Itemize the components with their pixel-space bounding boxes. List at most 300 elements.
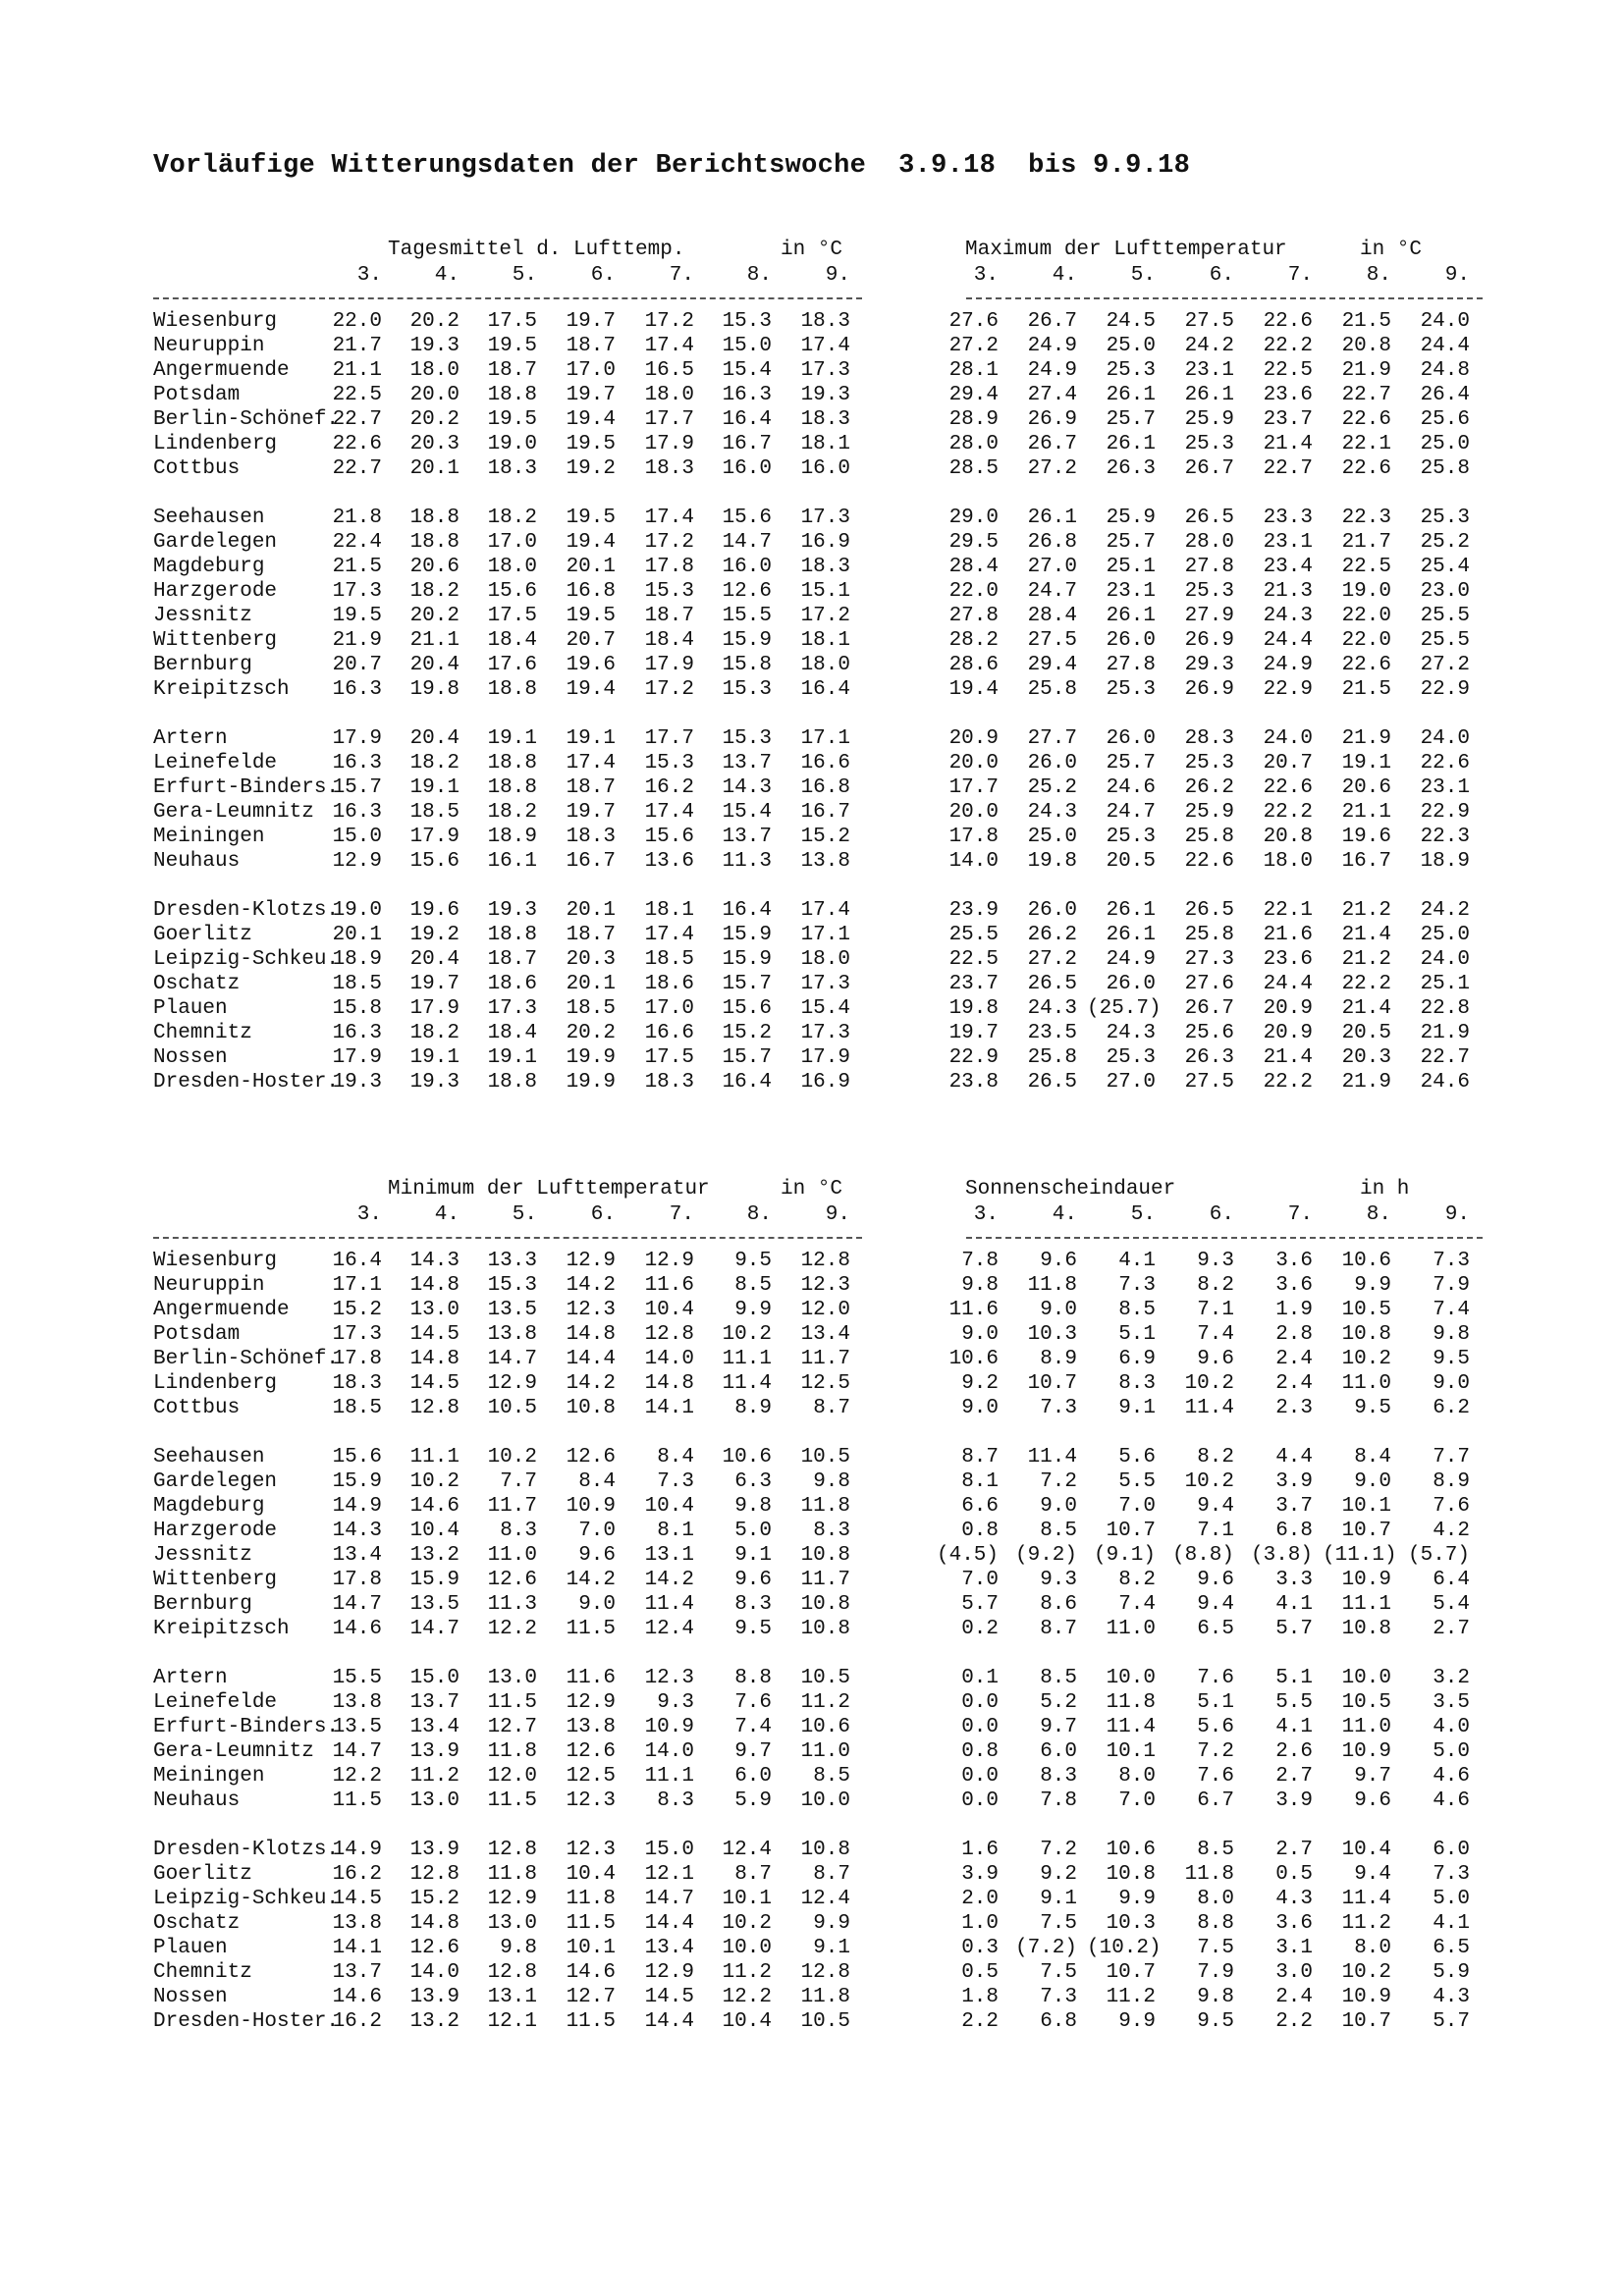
- bottom-left-value: 10.8: [800, 1839, 850, 1861]
- top-right-value: 24.0: [1420, 727, 1470, 750]
- top-right-value: 26.5: [1184, 899, 1234, 922]
- top-left-value: 17.4: [800, 335, 850, 357]
- top-right-value: 24.9: [1106, 948, 1156, 971]
- bottom-left-value: 10.5: [487, 1397, 537, 1419]
- top-right-value: 22.9: [1420, 678, 1470, 701]
- bottom-right-value: 10.7: [1027, 1372, 1077, 1395]
- bottom-left-value: 13.9: [409, 1740, 460, 1763]
- bottom-right-value: 5.1: [1197, 1691, 1234, 1714]
- top-left-value: 20.1: [566, 899, 616, 922]
- top-left-value: 15.3: [644, 752, 694, 774]
- bottom-right-value: 5.7: [1433, 2010, 1470, 2033]
- top-left-value: 18.8: [487, 776, 537, 799]
- top-right-value: 26.1: [1106, 384, 1156, 406]
- top-left-value: 19.4: [566, 531, 616, 554]
- top-left-value: 18.4: [487, 629, 537, 652]
- top-left-value: 17.5: [644, 1046, 694, 1069]
- bottom-right-value: 5.0: [1433, 1888, 1470, 1910]
- bottom-right-value: 8.2: [1197, 1274, 1234, 1297]
- bottom-left-value: 12.5: [800, 1372, 850, 1395]
- bottom-right-value: 8.5: [1040, 1667, 1077, 1689]
- station-name: Leinefelde: [153, 1691, 278, 1714]
- station-name: Bernburg: [153, 1593, 252, 1616]
- bottom-left-value: 14.8: [409, 1912, 460, 1935]
- top-left-value: 21.1: [409, 629, 460, 652]
- top-left-value: 20.3: [409, 433, 460, 455]
- top-right-value: 22.6: [1263, 776, 1313, 799]
- bottom-right-value: 10.7: [1106, 1961, 1156, 1984]
- bottom-left-value: 11.2: [409, 1765, 460, 1788]
- top-left-value: 18.7: [566, 776, 616, 799]
- top-right-value: 21.5: [1341, 310, 1391, 333]
- bottom-left-value: 12.1: [644, 1863, 694, 1886]
- bottom-left-value: 9.7: [734, 1740, 772, 1763]
- bottom-left-value: 8.8: [734, 1667, 772, 1689]
- top-left-value: 13.6: [644, 850, 694, 873]
- bottom-left-value: 8.5: [813, 1765, 850, 1788]
- top-left-value: 15.2: [800, 826, 850, 848]
- top-left-value: 15.6: [644, 826, 694, 848]
- bottom-left-value: 8.9: [734, 1397, 772, 1419]
- bottom-right-value: 4.1: [1275, 1593, 1313, 1616]
- bottom-left-value: 10.4: [566, 1863, 616, 1886]
- bottom-right-value: 6.8: [1040, 2010, 1077, 2033]
- bottom-right-value: 2.4: [1275, 1348, 1313, 1370]
- top-left-value: 18.3: [487, 457, 537, 480]
- bottom-left-value: 9.5: [734, 1618, 772, 1640]
- top-left-value: 18.8: [487, 752, 537, 774]
- bottom-left-value: 14.2: [644, 1569, 694, 1591]
- section-title-sunshine: Sonnenscheindauer: [965, 1178, 1176, 1201]
- top-left-value: 17.2: [800, 605, 850, 627]
- top-right-value: 20.6: [1341, 776, 1391, 799]
- top-left-value: 19.1: [487, 727, 537, 750]
- top-right-value: 22.7: [1341, 384, 1391, 406]
- station-name: Wiesenburg: [153, 1250, 278, 1272]
- top-left-value: 18.6: [487, 973, 537, 995]
- top-left-value: 16.4: [800, 678, 850, 701]
- bottom-right-value: 7.3: [1040, 1986, 1077, 2008]
- bottom-left-value: 13.0: [409, 1789, 460, 1812]
- bottom-left-value: 10.2: [722, 1323, 772, 1346]
- top-right-value: 21.4: [1341, 997, 1391, 1020]
- top-right-value: 29.4: [948, 384, 999, 406]
- station-name: Angermuende: [153, 359, 290, 382]
- station-name: Lindenberg: [153, 1372, 278, 1395]
- top-left-value: 18.7: [487, 359, 537, 382]
- top-right-value: 26.7: [1027, 310, 1077, 333]
- station-name: Neuruppin: [153, 1274, 265, 1297]
- top-left-value: 17.3: [487, 997, 537, 1020]
- top-right-value: 26.2: [1184, 776, 1234, 799]
- top-left-value: 21.8: [332, 507, 382, 529]
- station-name: Wiesenburg: [153, 310, 278, 333]
- top-left-value: 15.2: [722, 1022, 772, 1044]
- bottom-right-value: 7.0: [1118, 1495, 1156, 1518]
- top-right-value: 24.8: [1420, 359, 1470, 382]
- bottom-left-value: 11.1: [644, 1765, 694, 1788]
- bottom-left-value: 14.2: [566, 1372, 616, 1395]
- bottom-right-value: 4.1: [1118, 1250, 1156, 1272]
- bottom-left-value: 11.8: [487, 1740, 537, 1763]
- bottom-left-value: 9.1: [813, 1937, 850, 1959]
- bottom-right-value: 10.2: [1184, 1372, 1234, 1395]
- bottom-right-value: 5.1: [1275, 1667, 1313, 1689]
- station-name: Oschatz: [153, 973, 241, 995]
- bottom-right-value: 0.8: [961, 1520, 999, 1542]
- bottom-right-value: 11.6: [948, 1299, 999, 1321]
- top-left-value: 15.0: [332, 826, 382, 848]
- top-left-value: 19.7: [566, 310, 616, 333]
- station-name: Cottbus: [153, 457, 241, 480]
- top-right-value: 25.3: [1106, 678, 1156, 701]
- section-title-max-temp: Maximum der Lufttemperatur: [965, 239, 1287, 261]
- station-name: Kreipitzsch: [153, 678, 290, 701]
- bottom-right-value: 3.9: [1275, 1789, 1313, 1812]
- bottom-left-value: 11.8: [800, 1986, 850, 2008]
- top-right-value: 26.7: [1027, 433, 1077, 455]
- bottom-left-value: 13.5: [487, 1299, 537, 1321]
- bottom-left-value: 11.8: [800, 1495, 850, 1518]
- bottom-left-value: 13.9: [409, 1986, 460, 2008]
- bottom-left-value: 12.9: [487, 1888, 537, 1910]
- bottom-left-value: 12.9: [644, 1961, 694, 1984]
- top-left-value: 19.9: [566, 1071, 616, 1094]
- top-left-value: 18.8: [487, 384, 537, 406]
- top-right-value: 25.0: [1027, 826, 1077, 848]
- top-left-value: 22.7: [332, 457, 382, 480]
- bottom-left-value: 10.9: [566, 1495, 616, 1518]
- bottom-right-value: 10.4: [1341, 1839, 1391, 1861]
- bottom-left-value: 14.2: [566, 1274, 616, 1297]
- top-right-value: 21.1: [1341, 801, 1391, 824]
- bottom-left-value: 10.8: [800, 1544, 850, 1567]
- bottom-left-value: 12.8: [800, 1961, 850, 1984]
- top-right-value: 22.2: [1341, 973, 1391, 995]
- bottom-left-value: 11.8: [566, 1888, 616, 1910]
- bottom-right-value: 7.6: [1197, 1667, 1234, 1689]
- top-right-value: 27.0: [1106, 1071, 1156, 1094]
- bottom-right-value: 5.7: [1275, 1618, 1313, 1640]
- station-name: Bernburg: [153, 654, 252, 676]
- bottom-right-value: 4.6: [1433, 1789, 1470, 1812]
- top-left-value: 18.0: [800, 654, 850, 676]
- bottom-left-value: 12.5: [566, 1765, 616, 1788]
- bottom-left-value: 10.6: [722, 1446, 772, 1468]
- bottom-right-value: 2.7: [1275, 1765, 1313, 1788]
- top-right-value: 22.0: [1341, 629, 1391, 652]
- top-left-value: 22.5: [332, 384, 382, 406]
- top-left-value: 11.3: [722, 850, 772, 873]
- top-right-value: 26.0: [1027, 752, 1077, 774]
- bottom-right-value: 4.1: [1275, 1716, 1313, 1738]
- top-right-value: 23.1: [1106, 580, 1156, 603]
- bottom-right-value: 5.5: [1275, 1691, 1313, 1714]
- top-left-value: 18.3: [800, 556, 850, 578]
- bottom-left-value: 18.3: [332, 1372, 382, 1395]
- top-left-value: 20.2: [566, 1022, 616, 1044]
- bottom-left-value: 5.0: [734, 1520, 772, 1542]
- top-left-value: 17.7: [644, 727, 694, 750]
- bottom-left-value: 16.4: [332, 1250, 382, 1272]
- bottom-left-value: 12.3: [566, 1789, 616, 1812]
- top-right-value: 28.9: [948, 408, 999, 431]
- page-title: Vorläufige Witterungsdaten der Berichtswoche 3.9.18 bis 9.9.18: [153, 151, 1191, 181]
- top-left-value: 16.9: [800, 1071, 850, 1094]
- bottom-right-value: 7.5: [1197, 1937, 1234, 1959]
- top-right-value: 22.5: [1341, 556, 1391, 578]
- top-left-value: 17.1: [800, 727, 850, 750]
- bottom-right-value: 9.6: [1197, 1348, 1234, 1370]
- bottom-left-value: 7.7: [500, 1470, 537, 1493]
- top-right-value: 26.0: [1106, 973, 1156, 995]
- top-left-value: 17.3: [800, 973, 850, 995]
- top-right-value: 26.1: [1184, 384, 1234, 406]
- bottom-right-value: 6.5: [1197, 1618, 1234, 1640]
- top-left-value: 22.4: [332, 531, 382, 554]
- top-left-value: 20.4: [409, 727, 460, 750]
- top-right-value: 20.9: [1263, 997, 1313, 1020]
- top-right-value: 22.2: [1263, 1071, 1313, 1094]
- bottom-right-value: 6.5: [1433, 1937, 1470, 1959]
- bottom-left-value: 10.4: [644, 1299, 694, 1321]
- bottom-left-day-header: 8.: [746, 1203, 772, 1226]
- bottom-left-value: 10.5: [800, 1446, 850, 1468]
- bottom-left-value: 12.8: [487, 1961, 537, 1984]
- bottom-right-value: 3.9: [961, 1863, 999, 1886]
- top-left-value: 18.2: [409, 1022, 460, 1044]
- bottom-right-value: 5.6: [1197, 1716, 1234, 1738]
- bottom-left-value: 9.8: [813, 1470, 850, 1493]
- bottom-left-value: 12.6: [409, 1937, 460, 1959]
- top-left-value: 19.3: [409, 335, 460, 357]
- bottom-left-value: 10.4: [644, 1495, 694, 1518]
- bottom-right-value: 10.6: [1341, 1250, 1391, 1272]
- top-left-value: 18.7: [487, 948, 537, 971]
- bottom-right-value: 3.6: [1275, 1250, 1313, 1272]
- bottom-right-value: 7.0: [961, 1569, 999, 1591]
- top-right-day-header: 4.: [1052, 264, 1077, 287]
- bottom-right-value: 9.4: [1197, 1593, 1234, 1616]
- bottom-right-value: 3.6: [1275, 1274, 1313, 1297]
- bottom-left-value: 12.2: [332, 1765, 382, 1788]
- top-left-value: 18.8: [487, 678, 537, 701]
- station-name: Leinefelde: [153, 752, 278, 774]
- top-left-value: 21.5: [332, 556, 382, 578]
- bottom-right-value: 9.3: [1040, 1569, 1077, 1591]
- top-left-value: 20.1: [566, 556, 616, 578]
- bottom-left-value: 10.8: [800, 1618, 850, 1640]
- bottom-right-value: 9.3: [1197, 1250, 1234, 1272]
- top-left-value: 19.4: [566, 408, 616, 431]
- top-right-value: 24.9: [1027, 335, 1077, 357]
- bottom-left-value: 12.4: [644, 1618, 694, 1640]
- top-left-value: 18.5: [332, 973, 382, 995]
- top-right-value: 22.6: [1420, 752, 1470, 774]
- bottom-right-value: 7.6: [1197, 1765, 1234, 1788]
- bottom-left-value: 14.8: [566, 1323, 616, 1346]
- bottom-left-value: 15.0: [644, 1839, 694, 1861]
- top-left-value: 17.5: [487, 605, 537, 627]
- top-left-value: 16.1: [487, 850, 537, 873]
- top-left-value: 20.0: [409, 384, 460, 406]
- bottom-left-value: 8.3: [813, 1520, 850, 1542]
- top-right-value: 23.9: [948, 899, 999, 922]
- bottom-left-value: 8.7: [813, 1397, 850, 1419]
- bottom-left-value: 12.3: [566, 1839, 616, 1861]
- bottom-left-value: 12.8: [800, 1250, 850, 1272]
- top-left-value: 17.4: [644, 335, 694, 357]
- bottom-right-value: 9.2: [961, 1372, 999, 1395]
- bottom-right-value: 10.9: [1341, 1569, 1391, 1591]
- bottom-right-value: 7.3: [1040, 1397, 1077, 1419]
- bottom-left-value: 13.8: [487, 1323, 537, 1346]
- section-unit-sunshine: in h: [1360, 1178, 1410, 1201]
- top-right-value: 22.1: [1341, 433, 1391, 455]
- top-right-value: 21.2: [1341, 899, 1391, 922]
- bottom-left-value: 8.3: [734, 1593, 772, 1616]
- bottom-left-value: 14.5: [332, 1888, 382, 1910]
- bottom-right-value: 11.0: [1106, 1618, 1156, 1640]
- top-right-value: 25.9: [1184, 408, 1234, 431]
- station-name: Potsdam: [153, 384, 241, 406]
- top-right-value: 28.0: [948, 433, 999, 455]
- bottom-left-value: 14.9: [332, 1839, 382, 1861]
- bottom-left-value: 15.2: [332, 1299, 382, 1321]
- top-right-value: 25.9: [1106, 507, 1156, 529]
- top-right-value: 25.8: [1420, 457, 1470, 480]
- bottom-left-value: 13.0: [409, 1299, 460, 1321]
- top-right-value: 28.6: [948, 654, 999, 676]
- top-left-value: 19.5: [566, 605, 616, 627]
- bottom-left-value: 11.5: [487, 1691, 537, 1714]
- bottom-right-value: 11.4: [1027, 1446, 1077, 1468]
- top-right-value: 26.0: [1027, 899, 1077, 922]
- bottom-left-value: 14.1: [644, 1397, 694, 1419]
- top-left-value: 15.5: [722, 605, 772, 627]
- top-right-value: 28.3: [1184, 727, 1234, 750]
- top-left-value: 12.9: [332, 850, 382, 873]
- top-right-value: 21.9: [1341, 727, 1391, 750]
- top-right-value: 20.9: [1263, 1022, 1313, 1044]
- bottom-left-value: 13.2: [409, 2010, 460, 2033]
- top-left-value: 19.3: [800, 384, 850, 406]
- top-right-value: 14.0: [948, 850, 999, 873]
- top-left-value: 17.0: [487, 531, 537, 554]
- bottom-left-value: 14.7: [332, 1593, 382, 1616]
- bottom-left-value: 15.2: [409, 1888, 460, 1910]
- bottom-right-value: 6.4: [1433, 1569, 1470, 1591]
- bottom-left-value: 14.7: [644, 1888, 694, 1910]
- top-left-value: 16.7: [566, 850, 616, 873]
- top-right-value: 23.1: [1420, 776, 1470, 799]
- bottom-right-value: 9.4: [1197, 1495, 1234, 1518]
- bottom-divider-right: [966, 1237, 1483, 1239]
- top-left-value: 15.9: [722, 948, 772, 971]
- top-left-value: 22.0: [332, 310, 382, 333]
- top-left-value: 17.4: [644, 924, 694, 946]
- bottom-right-value: 2.3: [1275, 1397, 1313, 1419]
- station-name: Dresden-Hoster.: [153, 2010, 340, 2033]
- bottom-right-value: 8.2: [1197, 1446, 1234, 1468]
- top-left-value: 19.5: [487, 335, 537, 357]
- top-left-value: 19.6: [409, 899, 460, 922]
- bottom-right-value: 9.2: [1040, 1863, 1077, 1886]
- top-right-value: 23.6: [1263, 384, 1313, 406]
- top-right-value: 22.6: [1341, 654, 1391, 676]
- bottom-right-value: 2.2: [1275, 2010, 1313, 2033]
- bottom-left-value: 11.5: [566, 2010, 616, 2033]
- station-name: Lindenberg: [153, 433, 278, 455]
- top-right-value: 29.5: [948, 531, 999, 554]
- bottom-left-value: 9.1: [734, 1544, 772, 1567]
- bottom-right-value: 10.2: [1341, 1961, 1391, 1984]
- top-right-value: 26.7: [1184, 997, 1234, 1020]
- bottom-right-value: 3.0: [1275, 1961, 1313, 1984]
- bottom-right-value: 11.0: [1341, 1372, 1391, 1395]
- bottom-left-value: 17.1: [332, 1274, 382, 1297]
- top-left-value: 18.6: [644, 973, 694, 995]
- top-left-value: 16.7: [800, 801, 850, 824]
- bottom-left-value: 10.2: [722, 1912, 772, 1935]
- bottom-right-value: 8.3: [1118, 1372, 1156, 1395]
- bottom-right-value: 2.6: [1275, 1740, 1313, 1763]
- top-left-value: 19.5: [487, 408, 537, 431]
- top-left-value: 17.2: [644, 310, 694, 333]
- section-unit-mean-temp: in °C: [781, 239, 843, 261]
- bottom-left-value: 11.7: [800, 1348, 850, 1370]
- bottom-left-value: 14.9: [332, 1495, 382, 1518]
- bottom-left-value: 17.8: [332, 1348, 382, 1370]
- top-left-value: 19.7: [566, 384, 616, 406]
- bottom-right-value: 0.0: [961, 1691, 999, 1714]
- bottom-right-value: 8.7: [1040, 1618, 1077, 1640]
- top-left-value: 16.9: [800, 531, 850, 554]
- bottom-right-value: 6.7: [1197, 1789, 1234, 1812]
- bottom-left-value: 11.3: [487, 1593, 537, 1616]
- top-right-value: 24.2: [1184, 335, 1234, 357]
- bottom-right-value: 10.9: [1341, 1986, 1391, 2008]
- station-name: Artern: [153, 727, 228, 750]
- top-left-value: 16.0: [722, 457, 772, 480]
- top-left-value: 19.1: [566, 727, 616, 750]
- bottom-right-value: 0.0: [961, 1765, 999, 1788]
- bottom-right-value: 10.8: [1106, 1863, 1156, 1886]
- bottom-right-value: 9.0: [1433, 1372, 1470, 1395]
- bottom-left-value: 14.2: [566, 1569, 616, 1591]
- top-right-value: 27.2: [1420, 654, 1470, 676]
- top-left-value: 18.3: [800, 310, 850, 333]
- bottom-left-value: 14.6: [409, 1495, 460, 1518]
- top-right-value: 25.5: [1420, 605, 1470, 627]
- bottom-right-value: 9.7: [1040, 1716, 1077, 1738]
- bottom-left-value: 12.3: [800, 1274, 850, 1297]
- bottom-left-value: 12.6: [566, 1446, 616, 1468]
- top-right-value: 22.9: [1420, 801, 1470, 824]
- bottom-right-value: 10.2: [1184, 1470, 1234, 1493]
- bottom-right-value: 10.3: [1106, 1912, 1156, 1935]
- top-left-value: 13.7: [722, 826, 772, 848]
- top-right-value: 17.8: [948, 826, 999, 848]
- top-right-value: 22.5: [1263, 359, 1313, 382]
- bottom-left-day-header: 9.: [825, 1203, 850, 1226]
- bottom-right-value: 7.6: [1433, 1495, 1470, 1518]
- top-left-value: 17.9: [332, 1046, 382, 1069]
- bottom-left-value: 8.5: [734, 1274, 772, 1297]
- bottom-left-value: 12.0: [800, 1299, 850, 1321]
- top-right-value: 26.1: [1106, 605, 1156, 627]
- top-left-day-header: 5.: [512, 264, 537, 287]
